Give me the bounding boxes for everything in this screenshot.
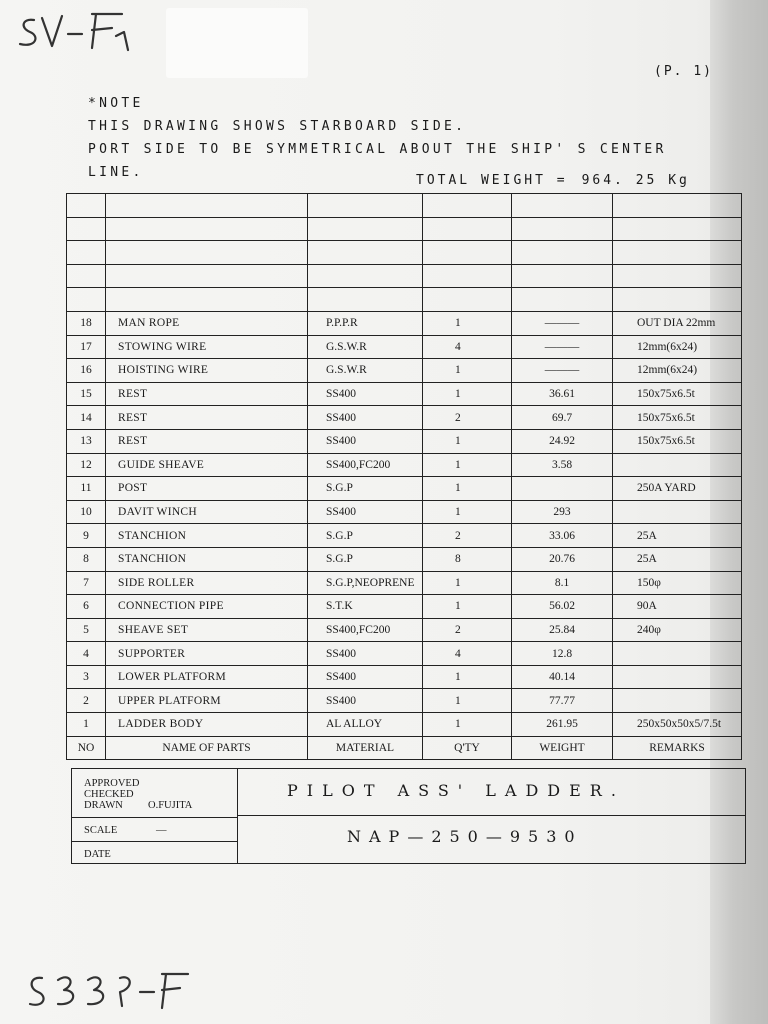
table-row (67, 311, 742, 335)
part-remarks-cell: 250x50x50x5/7.5t (613, 713, 742, 737)
part-qty-cell: 1 (423, 500, 512, 524)
part-qty-cell: 1 (423, 429, 512, 453)
part-weight-cell: ——— (512, 359, 613, 383)
column-header-material: MATERIAL (308, 736, 423, 760)
part-weight-cell: 24.92 (512, 429, 613, 453)
part-material-cell: S.G.P (308, 477, 423, 501)
part-no-cell: 17 (67, 335, 106, 359)
part-name-cell: REST (106, 406, 308, 430)
part-material-cell: SS400 (308, 642, 423, 666)
note-heading: *NOTE (88, 96, 144, 111)
part-no-cell: 11 (67, 477, 106, 501)
table-row (67, 264, 742, 288)
divider (237, 815, 745, 816)
total-weight (416, 173, 690, 188)
part-qty-cell: 2 (423, 406, 512, 430)
scale-label: SCALE (84, 825, 118, 836)
part-remarks-cell: 250A YARD (613, 477, 742, 501)
part-name-cell: STANCHION (106, 524, 308, 548)
table-row (67, 194, 742, 218)
part-weight-cell: 69.7 (512, 406, 613, 430)
part-no-cell: 15 (67, 382, 106, 406)
table-row (67, 689, 742, 713)
table-row (67, 595, 742, 619)
part-qty-cell: 1 (423, 311, 512, 335)
part-remarks-cell (613, 453, 742, 477)
drawing-title: PILOT ASS' LADDER. (287, 781, 625, 800)
part-name-cell: DAVIT WINCH (106, 500, 308, 524)
column-header-weight: WEIGHT (512, 736, 613, 760)
part-remarks-cell: 240φ (613, 618, 742, 642)
part-weight-cell: 3.58 (512, 453, 613, 477)
part-no-cell: 3 (67, 665, 106, 689)
part-remarks-cell: 25A (613, 547, 742, 571)
column-header-no: NO (67, 736, 106, 760)
part-qty-cell: 1 (423, 359, 512, 383)
page-number: (P. 1) (654, 64, 713, 79)
table-row (67, 359, 742, 383)
part-weight-cell: 293 (512, 500, 613, 524)
part-material-cell: SS400 (308, 689, 423, 713)
part-name-cell: CONNECTION PIPE (106, 595, 308, 619)
handwritten-mark-bottom (22, 966, 192, 1016)
part-weight-cell: 56.02 (512, 595, 613, 619)
drawn-by: O.FUJITA (148, 800, 193, 811)
part-remarks-cell: 90A (613, 595, 742, 619)
part-qty-cell: 2 (423, 618, 512, 642)
part-name-cell: STANCHION (106, 547, 308, 571)
approved-label: APPROVED (84, 778, 140, 789)
table-row (67, 642, 742, 666)
date-label: DATE (84, 849, 111, 860)
total-weight-label: TOTAL WEIGHT = (416, 173, 568, 188)
divider (72, 817, 237, 818)
part-name-cell: REST (106, 429, 308, 453)
table-row (67, 500, 742, 524)
part-remarks-cell: 12mm(6x24) (613, 359, 742, 383)
drawing-note (88, 92, 748, 184)
part-no-cell: 14 (67, 406, 106, 430)
part-material-cell: AL ALLOY (308, 713, 423, 737)
part-remarks-cell (613, 500, 742, 524)
part-weight-cell: 36.61 (512, 382, 613, 406)
part-remarks-cell (613, 689, 742, 713)
part-material-cell: G.S.W.R (308, 335, 423, 359)
note-line-1: THIS DRAWING SHOWS STARBOARD SIDE. (88, 119, 467, 134)
part-no-cell: 13 (67, 429, 106, 453)
part-qty-cell: 1 (423, 595, 512, 619)
part-weight-cell: 12.8 (512, 642, 613, 666)
part-material-cell: G.S.W.R (308, 359, 423, 383)
part-no-cell: 4 (67, 642, 106, 666)
part-no-cell: 18 (67, 311, 106, 335)
part-weight-cell: 77.77 (512, 689, 613, 713)
note-line-2: PORT SIDE TO BE SYMMETRICAL ABOUT THE SHIP' S CENTER (88, 142, 667, 157)
part-remarks-cell: 150x75x6.5t (613, 429, 742, 453)
part-material-cell: S.G.P (308, 547, 423, 571)
part-material-cell: SS400 (308, 500, 423, 524)
table-row (67, 217, 742, 241)
part-no-cell: 6 (67, 595, 106, 619)
parts-list-body (67, 194, 742, 760)
table-row (67, 665, 742, 689)
part-name-cell: LOWER PLATFORM (106, 665, 308, 689)
part-name-cell: MAN ROPE (106, 311, 308, 335)
part-qty-cell: 8 (423, 547, 512, 571)
table-row (67, 335, 742, 359)
handwritten-mark-top (12, 6, 142, 56)
part-no-cell: 12 (67, 453, 106, 477)
part-material-cell: SS400,FC200 (308, 453, 423, 477)
part-weight-cell (512, 477, 613, 501)
parts-list-table (66, 193, 742, 760)
drawing-number: NAP—250—9530 (347, 827, 583, 846)
table-row (67, 406, 742, 430)
table-row (67, 571, 742, 595)
part-qty-cell: 1 (423, 571, 512, 595)
part-name-cell: SUPPORTER (106, 642, 308, 666)
part-no-cell: 10 (67, 500, 106, 524)
total-weight-value: 964. 25 Kg (581, 173, 690, 188)
part-no-cell: 5 (67, 618, 106, 642)
part-remarks-cell: 25A (613, 524, 742, 548)
part-weight-cell: 25.84 (512, 618, 613, 642)
table-row (67, 618, 742, 642)
part-material-cell: SS400 (308, 665, 423, 689)
part-no-cell: 1 (67, 713, 106, 737)
table-row (67, 524, 742, 548)
part-material-cell: SS400 (308, 429, 423, 453)
part-qty-cell: 1 (423, 382, 512, 406)
part-weight-cell: 20.76 (512, 547, 613, 571)
part-weight-cell: 40.14 (512, 665, 613, 689)
part-name-cell: SIDE ROLLER (106, 571, 308, 595)
checked-label: CHECKED (84, 789, 134, 800)
part-remarks-cell: 150φ (613, 571, 742, 595)
part-material-cell: SS400 (308, 406, 423, 430)
column-header-remarks: REMARKS (613, 736, 742, 760)
divider (72, 841, 237, 842)
part-material-cell: S.G.P (308, 524, 423, 548)
part-name-cell: LADDER BODY (106, 713, 308, 737)
part-name-cell: SHEAVE SET (106, 618, 308, 642)
table-row (67, 547, 742, 571)
table-header-row (67, 736, 742, 760)
part-name-cell: UPPER PLATFORM (106, 689, 308, 713)
scale-value: — (156, 825, 167, 836)
part-weight-cell: 261.95 (512, 713, 613, 737)
note-line-3: LINE. (88, 165, 144, 180)
table-row (67, 382, 742, 406)
part-material-cell: S.G.P,NEOPRENE (308, 571, 423, 595)
part-qty-cell: 1 (423, 689, 512, 713)
table-row (67, 713, 742, 737)
part-no-cell: 2 (67, 689, 106, 713)
part-material-cell: P.P.P.R (308, 311, 423, 335)
part-remarks-cell: 150x75x6.5t (613, 382, 742, 406)
table-row (67, 288, 742, 312)
part-qty-cell: 1 (423, 453, 512, 477)
part-qty-cell: 4 (423, 642, 512, 666)
part-no-cell: 7 (67, 571, 106, 595)
part-weight-cell: ——— (512, 335, 613, 359)
part-remarks-cell (613, 642, 742, 666)
part-name-cell: POST (106, 477, 308, 501)
part-qty-cell: 1 (423, 713, 512, 737)
part-name-cell: STOWING WIRE (106, 335, 308, 359)
paper-tape-patch (166, 8, 308, 78)
title-block (71, 768, 746, 864)
part-remarks-cell: 150x75x6.5t (613, 406, 742, 430)
table-row (67, 241, 742, 265)
part-remarks-cell (613, 665, 742, 689)
part-weight-cell: 8.1 (512, 571, 613, 595)
part-no-cell: 8 (67, 547, 106, 571)
part-remarks-cell: OUT DIA 22mm (613, 311, 742, 335)
divider (237, 769, 238, 863)
part-no-cell: 16 (67, 359, 106, 383)
table-row (67, 453, 742, 477)
column-header-qty: Q'TY (423, 736, 512, 760)
part-weight-cell: 33.06 (512, 524, 613, 548)
part-qty-cell: 2 (423, 524, 512, 548)
table-row (67, 477, 742, 501)
part-qty-cell: 1 (423, 477, 512, 501)
part-remarks-cell: 12mm(6x24) (613, 335, 742, 359)
drawn-label: DRAWN (84, 800, 123, 811)
part-qty-cell: 4 (423, 335, 512, 359)
part-no-cell: 9 (67, 524, 106, 548)
table-row (67, 429, 742, 453)
column-header-name: NAME OF PARTS (106, 736, 308, 760)
part-name-cell: GUIDE SHEAVE (106, 453, 308, 477)
part-material-cell: SS400 (308, 382, 423, 406)
part-name-cell: HOISTING WIRE (106, 359, 308, 383)
part-material-cell: S.T.K (308, 595, 423, 619)
part-name-cell: REST (106, 382, 308, 406)
part-material-cell: SS400,FC200 (308, 618, 423, 642)
part-weight-cell: ——— (512, 311, 613, 335)
part-qty-cell: 1 (423, 665, 512, 689)
